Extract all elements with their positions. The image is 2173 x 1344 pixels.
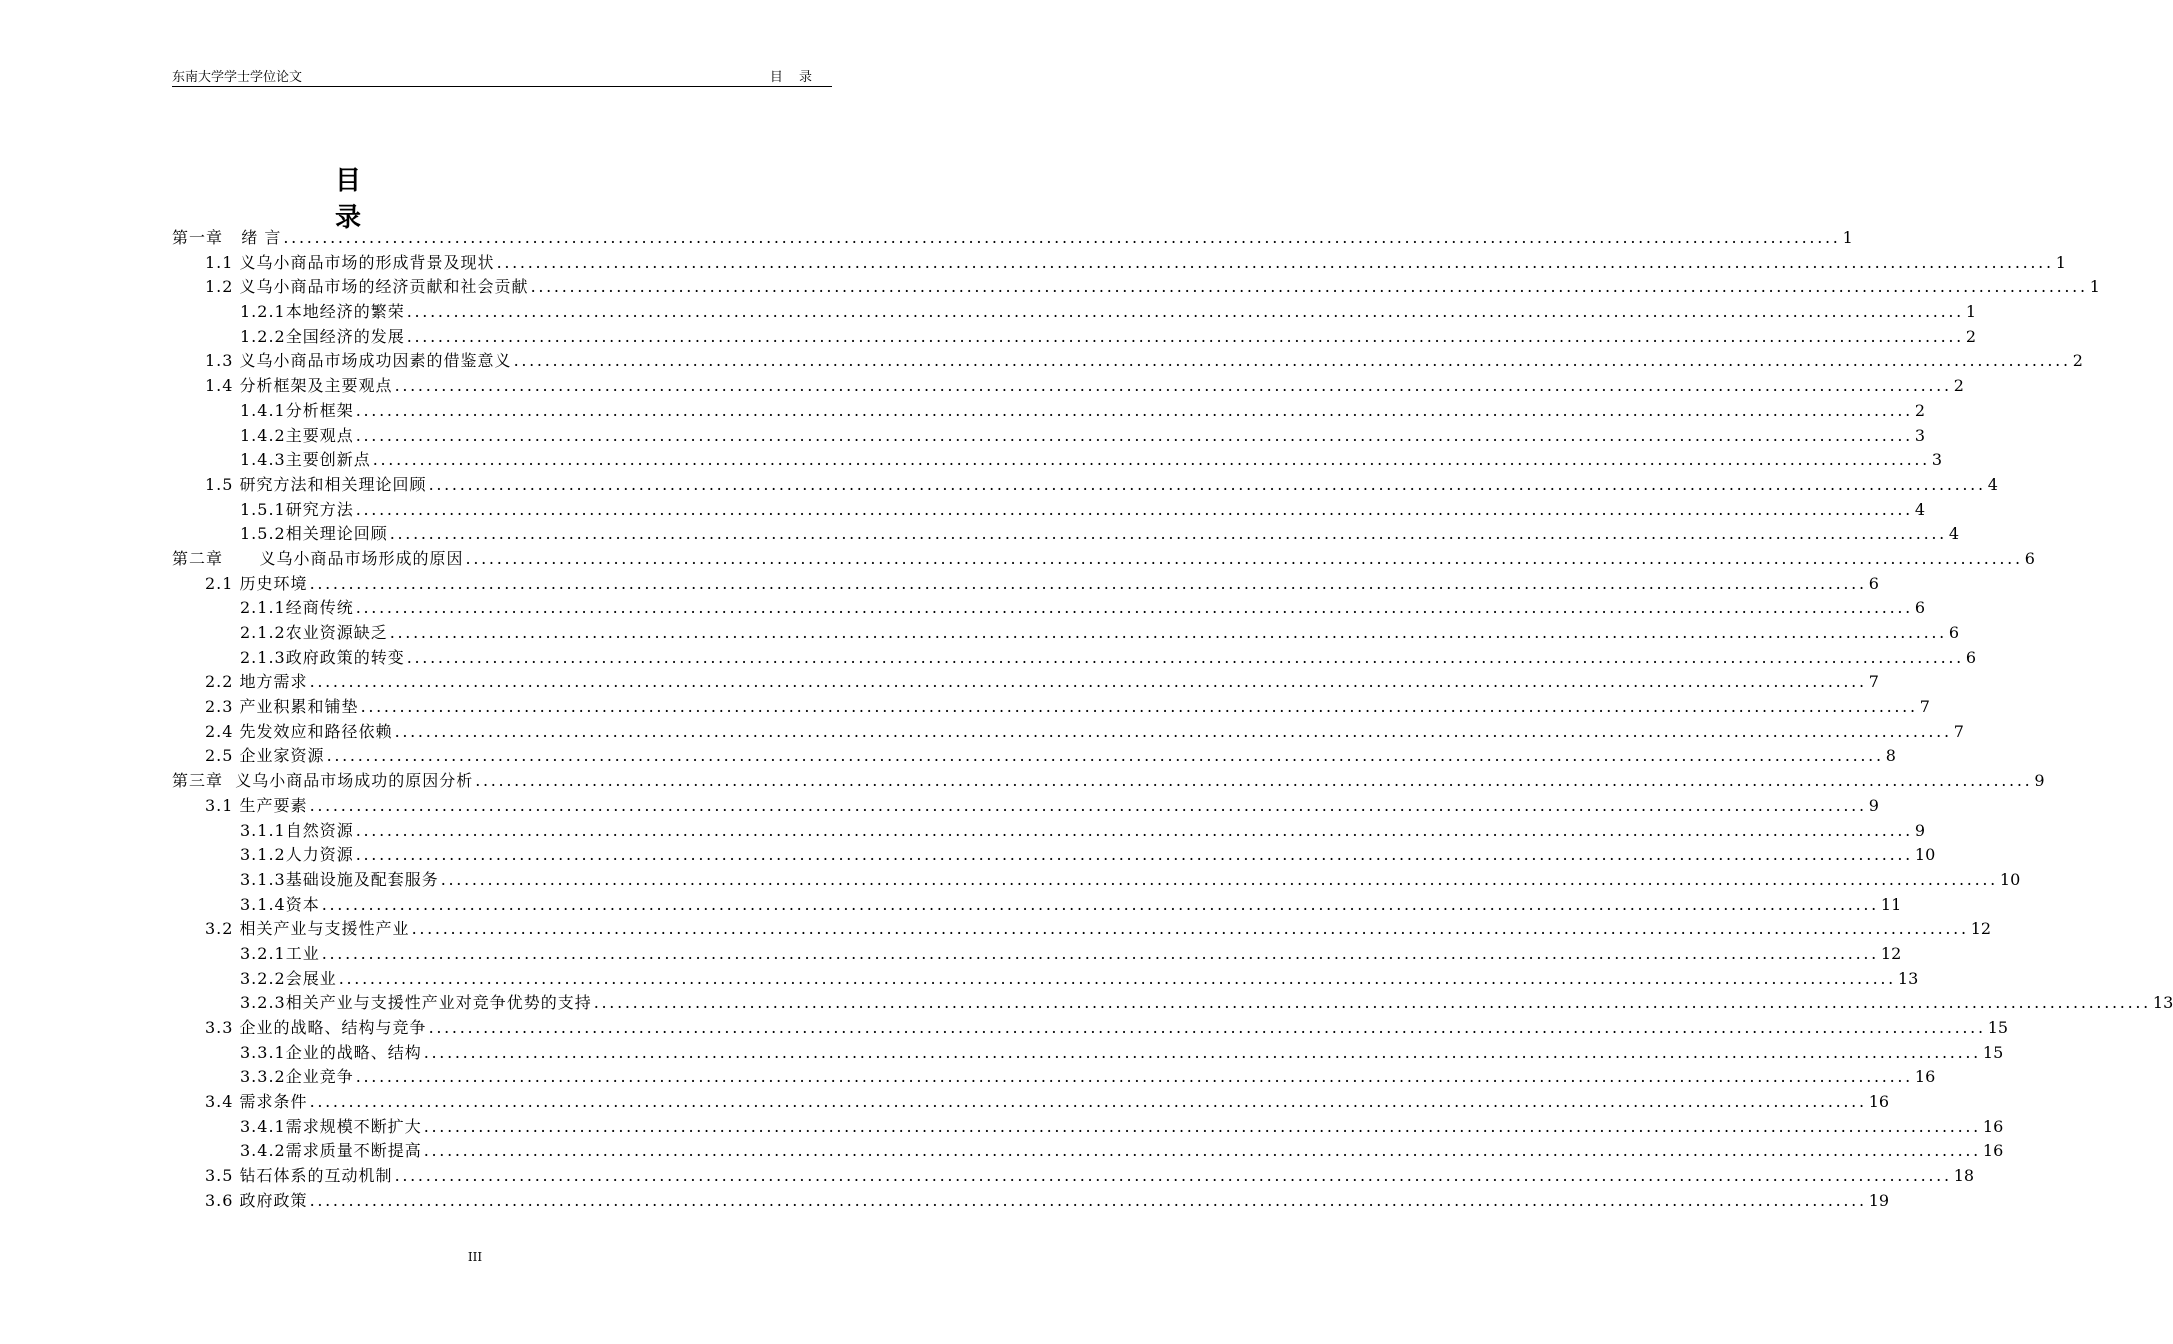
toc-entry-number: 2.2 bbox=[205, 672, 234, 692]
toc-entry[interactable] bbox=[172, 720, 1964, 745]
toc-entry-title: 需求条件 bbox=[239, 1092, 308, 1112]
toc-leader-dots: ........................................................................................................................................................................................................ bbox=[355, 820, 1913, 840]
toc-entry-page: 9 bbox=[1868, 795, 1879, 815]
toc-entry[interactable] bbox=[172, 670, 1879, 695]
toc-leader-dots: ........................................................................................................................................................................................................ bbox=[326, 746, 1884, 766]
toc-entry-page: 7 bbox=[1919, 697, 1930, 717]
toc-leader-dots: ........................................................................................................................................................................................................ bbox=[309, 1190, 1867, 1210]
toc-entry-number: 2.3 bbox=[205, 697, 234, 717]
toc-entry-page: 8 bbox=[1885, 746, 1896, 766]
toc-entry-title: 义乌小商品市场的经济贡献和社会贡献 bbox=[239, 277, 529, 297]
toc-entry-title: 经商传统 bbox=[285, 598, 354, 618]
toc-entry[interactable] bbox=[172, 473, 1998, 498]
toc-entry[interactable] bbox=[172, 226, 1853, 251]
toc-entry-title: 自然资源 bbox=[285, 820, 354, 840]
toc-entry-title: 绪 言 bbox=[241, 228, 282, 247]
page-title: 目 录 bbox=[334, 166, 395, 233]
header-section-title: 目 录 bbox=[769, 70, 818, 85]
toc-entry[interactable] bbox=[172, 596, 1926, 621]
toc-leader-dots: ........................................................................................................................................................................................................ bbox=[530, 277, 2088, 297]
toc-entry[interactable] bbox=[172, 448, 1943, 473]
toc-entry-page: 2 bbox=[1965, 326, 1977, 346]
toc-leader-dots: ........................................................................................................................................................................................................ bbox=[355, 425, 1913, 445]
toc-leader-dots: ........................................................................................................................................................................................................ bbox=[394, 376, 1952, 396]
toc-entry-number: 1.5.1 bbox=[240, 499, 286, 519]
toc-leader-dots: ........................................................................................................................................................................................................ bbox=[394, 721, 1952, 741]
toc-entry-number: 3.3 bbox=[205, 1018, 234, 1037]
toc-entry-number: 1.2.2 bbox=[240, 326, 286, 346]
toc-entry-title: 全国经济的发展 bbox=[285, 326, 405, 346]
toc-leader-dots: ........................................................................................................................................................................................................ bbox=[355, 499, 1913, 519]
toc-entry[interactable] bbox=[172, 868, 2021, 893]
toc-entry-title: 分析框架 bbox=[285, 400, 354, 420]
toc-entry-page: 16 bbox=[1982, 1116, 2004, 1136]
toc-entry-title: 历史环境 bbox=[239, 573, 308, 593]
toc-leader-dots: ........................................................................................................................................................................................................ bbox=[465, 548, 2023, 568]
toc-leader-dots: ........................................................................................................................................................................................................ bbox=[283, 228, 1841, 247]
toc-entry-page: 9 bbox=[2034, 771, 2045, 791]
toc-entry-title: 企业的战略、结构 bbox=[285, 1042, 422, 1062]
toc-leader-dots: ........................................................................................................................................................................................................ bbox=[321, 894, 1879, 914]
toc-entry-page: 16 bbox=[1982, 1141, 2004, 1161]
toc-entry[interactable] bbox=[172, 991, 2173, 1016]
toc-entry-page: 15 bbox=[1987, 1018, 2009, 1037]
toc-entry[interactable] bbox=[172, 1115, 2004, 1140]
toc-leader-dots: ........................................................................................................................................................................................................ bbox=[355, 598, 1913, 618]
toc-entry-page: 12 bbox=[1970, 919, 1992, 939]
toc-leader-dots: ........................................................................................................................................................................................................ bbox=[309, 795, 1867, 815]
toc-entry-page: 6 bbox=[1868, 573, 1879, 593]
toc-entry-page: 4 bbox=[1914, 499, 1926, 519]
toc-entry-page: 2 bbox=[1953, 376, 1964, 396]
toc-entry-number: 1.2.1 bbox=[240, 302, 286, 322]
toc-entry-title: 政府政策的转变 bbox=[285, 647, 405, 667]
toc-entry-page: 10 bbox=[1999, 869, 2021, 889]
toc-entry-title: 钻石体系的互动机制 bbox=[239, 1166, 393, 1186]
toc-entry-number: 1.3 bbox=[205, 351, 234, 371]
toc-entry-title: 农业资源缺乏 bbox=[285, 623, 388, 642]
toc-leader-dots: ........................................................................................................................................................................................................ bbox=[355, 845, 1913, 865]
toc-entry-number: 2.4 bbox=[205, 721, 234, 741]
toc-entry[interactable] bbox=[172, 819, 1926, 844]
toc-entry-title: 企业的战略、结构与竞争 bbox=[239, 1018, 427, 1037]
page-number: III bbox=[467, 1250, 483, 1264]
toc-entry[interactable] bbox=[172, 769, 2045, 794]
toc-entry-page: 2 bbox=[2072, 351, 2083, 371]
toc-leader-dots: ........................................................................................................................................................................................................ bbox=[513, 351, 2071, 371]
toc-leader-dots: ........................................................................................................................................................................................................ bbox=[406, 326, 1964, 346]
toc-entry[interactable] bbox=[172, 399, 1926, 424]
toc-entry-title: 分析框架及主要观点 bbox=[239, 376, 393, 396]
toc-entry[interactable] bbox=[172, 695, 1930, 720]
toc-leader-dots: ........................................................................................................................................................................................................ bbox=[389, 524, 1947, 544]
toc-leader-dots: ........................................................................................................................................................................................................ bbox=[428, 1018, 1986, 1037]
toc-entry-number: 1.5 bbox=[205, 474, 234, 494]
toc-leader-dots: ........................................................................................................................................................................................................ bbox=[309, 1092, 1867, 1112]
toc-leader-dots: ........................................................................................................................................................................................................ bbox=[406, 647, 1964, 667]
toc-entry-number: 1.4 bbox=[205, 376, 234, 396]
toc-entry[interactable] bbox=[172, 917, 1992, 942]
toc-entry-title: 工业 bbox=[285, 943, 320, 963]
toc-entry[interactable] bbox=[172, 547, 2035, 572]
toc-entry-page: 4 bbox=[1948, 524, 1960, 544]
toc-leader-dots: ........................................................................................................................................................................................................ bbox=[389, 623, 1947, 642]
toc-entry[interactable] bbox=[172, 744, 1896, 769]
toc-entry[interactable] bbox=[172, 275, 2100, 300]
toc-entry-page: 2 bbox=[1914, 400, 1926, 420]
toc-leader-dots: ........................................................................................................................................................................................................ bbox=[321, 943, 1879, 963]
toc-entry-title: 义乌小商品市场成功因素的借鉴意义 bbox=[239, 351, 512, 371]
running-header bbox=[172, 66, 832, 87]
toc-entry-page: 13 bbox=[2152, 993, 2173, 1013]
toc-entry-number: 3.1.2 bbox=[240, 845, 286, 865]
toc-entry[interactable] bbox=[172, 1164, 1975, 1189]
toc-entry-number: 2.1 bbox=[205, 573, 234, 593]
toc-entry-title: 基础设施及配套服务 bbox=[285, 869, 439, 889]
toc-entry-number: 第三章 bbox=[172, 771, 224, 791]
toc-leader-dots: ........................................................................................................................................................................................................ bbox=[309, 672, 1867, 692]
toc-entry[interactable] bbox=[172, 1065, 1936, 1090]
toc-entry[interactable] bbox=[172, 300, 1977, 325]
toc-entry-page: 6 bbox=[1965, 647, 1977, 667]
toc-entry-title: 会展业 bbox=[285, 968, 337, 988]
toc-entry-page: 7 bbox=[1868, 672, 1879, 692]
toc-entry-title: 义乌小商品市场成功的原因分析 bbox=[235, 771, 474, 791]
toc-entry-page: 9 bbox=[1914, 820, 1926, 840]
toc-entry-gap bbox=[223, 769, 235, 794]
toc-entry[interactable] bbox=[172, 374, 1964, 399]
toc-leader-dots: ........................................................................................................................................................................................................ bbox=[496, 252, 2054, 272]
toc-entry[interactable] bbox=[172, 325, 1977, 350]
toc-entry-page: 13 bbox=[1897, 968, 1919, 988]
toc-entry-number: 第一章 bbox=[172, 228, 224, 247]
toc-entry-page: 3 bbox=[1931, 450, 1943, 470]
toc-entry-page: 6 bbox=[1948, 623, 1960, 642]
toc-entry-number: 1.5.2 bbox=[240, 524, 286, 544]
header-thesis-title: 东南大学学士学位论文 bbox=[172, 70, 303, 85]
toc-entry-title: 需求规模不断扩大 bbox=[285, 1116, 422, 1136]
toc-entry[interactable] bbox=[172, 424, 1926, 449]
toc-entry[interactable] bbox=[172, 843, 1936, 868]
toc-entry-title: 政府政策 bbox=[239, 1190, 308, 1210]
toc-leader-dots: ........................................................................................................................................................................................................ bbox=[372, 450, 1930, 470]
toc-entry-title: 主要创新点 bbox=[285, 450, 371, 470]
toc-entry-gap bbox=[223, 226, 241, 251]
toc-entry[interactable] bbox=[172, 1139, 2004, 1164]
toc-entry-page: 15 bbox=[1982, 1042, 2004, 1062]
toc-entry-title: 研究方法和相关理论回顾 bbox=[239, 474, 427, 494]
toc-entry-page: 6 bbox=[2024, 548, 2035, 568]
toc-leader-dots: ........................................................................................................................................................................................................ bbox=[355, 400, 1913, 420]
toc-entry[interactable] bbox=[172, 498, 1926, 523]
toc-leader-dots: ........................................................................................................................................................................................................ bbox=[338, 968, 1896, 988]
toc-entry-number: 1.4.1 bbox=[240, 400, 286, 420]
toc-entry[interactable] bbox=[172, 621, 1960, 646]
toc-entry[interactable] bbox=[172, 572, 1879, 597]
toc-entry-page: 7 bbox=[1953, 721, 1964, 741]
toc-leader-dots: ........................................................................................................................................................................................................ bbox=[475, 771, 2033, 791]
toc-entry-page: 18 bbox=[1953, 1166, 1975, 1186]
toc-entry-title: 本地经济的繁荣 bbox=[285, 302, 405, 322]
toc-entry-page: 19 bbox=[1868, 1190, 1890, 1210]
toc-entry[interactable] bbox=[172, 1041, 2004, 1066]
toc-entry-title: 义乌小商品市场形成的原因 bbox=[259, 548, 464, 568]
toc-entry-page: 10 bbox=[1914, 845, 1936, 865]
toc-entry-page: 1 bbox=[1842, 228, 1853, 247]
toc-entry-number: 第二章 bbox=[172, 548, 224, 568]
toc-entry-page: 6 bbox=[1914, 598, 1926, 618]
toc-entry[interactable] bbox=[172, 1189, 1890, 1214]
toc-entry-page: 16 bbox=[1868, 1092, 1890, 1112]
toc-entry[interactable] bbox=[172, 251, 2066, 276]
toc-entry-page: 1 bbox=[1965, 302, 1977, 322]
toc-entry-number: 2.1.1 bbox=[240, 598, 286, 618]
toc-entry-page: 3 bbox=[1914, 425, 1926, 445]
toc-entry-number: 2.1.3 bbox=[240, 647, 286, 667]
toc-entry[interactable] bbox=[172, 942, 1902, 967]
toc-entry-title: 相关产业与支援性产业 bbox=[239, 919, 410, 939]
toc-entry-title: 主要观点 bbox=[285, 425, 354, 445]
toc-entry-title: 企业家资源 bbox=[239, 746, 325, 766]
toc-entry-number: 3.6 bbox=[205, 1190, 234, 1210]
toc-entry-page: 1 bbox=[2089, 277, 2100, 297]
toc-entry-number: 1.4.3 bbox=[240, 450, 286, 470]
toc-leader-dots: ........................................................................................................................................................................................................ bbox=[440, 869, 1998, 889]
toc-entry-title: 先发效应和路径依赖 bbox=[239, 721, 393, 741]
toc-entry-page: 1 bbox=[2055, 252, 2066, 272]
toc-entry-gap bbox=[223, 547, 260, 572]
toc-leader-dots: ........................................................................................................................................................................................................ bbox=[423, 1141, 1981, 1161]
toc-entry-number: 1.4.2 bbox=[240, 425, 286, 445]
toc-entry[interactable] bbox=[172, 967, 1919, 992]
toc-leader-dots: ........................................................................................................................................................................................................ bbox=[406, 302, 1964, 322]
toc-entry-page: 4 bbox=[1987, 474, 1998, 494]
toc-entry-page: 11 bbox=[1880, 894, 1902, 914]
toc-entry-title: 资本 bbox=[285, 894, 320, 914]
toc-entry-number: 3.1.4 bbox=[240, 894, 286, 914]
toc-entry-number: 3.3.2 bbox=[240, 1067, 286, 1087]
toc-entry[interactable] bbox=[172, 893, 1902, 918]
toc-entry[interactable] bbox=[172, 522, 1960, 547]
toc-leader-dots: ........................................................................................................................................................................................................ bbox=[355, 1067, 1913, 1087]
toc-entry-title: 人力资源 bbox=[285, 845, 354, 865]
toc-entry-number: 3.2 bbox=[205, 919, 234, 939]
toc-entry-number: 3.4.1 bbox=[240, 1116, 286, 1136]
toc-entry[interactable] bbox=[172, 1090, 1890, 1115]
toc-leader-dots: ........................................................................................................................................................................................................ bbox=[593, 993, 2151, 1013]
toc-entry-title: 研究方法 bbox=[285, 499, 354, 519]
toc-entry-number: 3.1.1 bbox=[240, 820, 286, 840]
toc-entry-title: 产业积累和铺垫 bbox=[239, 697, 359, 717]
toc-entry-number: 3.2.2 bbox=[240, 968, 286, 988]
toc-entry-number: 3.3.1 bbox=[240, 1042, 286, 1062]
toc-entry-number: 2.1.2 bbox=[240, 623, 286, 642]
toc-entry-number: 3.1.3 bbox=[240, 869, 286, 889]
toc-entry-number: 1.2 bbox=[205, 277, 234, 297]
toc-leader-dots: ........................................................................................................................................................................................................ bbox=[360, 697, 1918, 717]
toc-leader-dots: ........................................................................................................................................................................................................ bbox=[309, 573, 1867, 593]
toc-entry-page: 12 bbox=[1880, 943, 1902, 963]
toc-leader-dots: ........................................................................................................................................................................................................ bbox=[394, 1166, 1952, 1186]
toc-entry-number: 3.1 bbox=[205, 795, 234, 815]
toc-entry[interactable] bbox=[172, 1016, 2009, 1041]
toc-entry-number: 3.2.1 bbox=[240, 943, 286, 963]
toc-entry[interactable] bbox=[172, 794, 1879, 819]
toc-entry-title: 地方需求 bbox=[239, 672, 308, 692]
toc-entry-title: 义乌小商品市场的形成背景及现状 bbox=[239, 252, 495, 272]
toc-entry-title: 企业竞争 bbox=[285, 1067, 354, 1087]
toc-entry-title: 需求质量不断提高 bbox=[285, 1141, 422, 1161]
toc-entry[interactable] bbox=[172, 349, 2083, 374]
toc-leader-dots: ........................................................................................................................................................................................................ bbox=[423, 1116, 1981, 1136]
toc-entry-number: 1.1 bbox=[205, 252, 234, 272]
toc-entry-number: 3.4 bbox=[205, 1092, 234, 1112]
toc-leader-dots: ........................................................................................................................................................................................................ bbox=[423, 1042, 1981, 1062]
toc-entry-number: 3.5 bbox=[205, 1166, 234, 1186]
toc-entry-title: 生产要素 bbox=[239, 795, 308, 815]
toc-entry-title: 相关产业与支援性产业对竞争优势的支持 bbox=[285, 993, 592, 1013]
toc-entry[interactable] bbox=[172, 646, 1977, 671]
toc-leader-dots: ........................................................................................................................................................................................................ bbox=[428, 474, 1986, 494]
table-of-contents bbox=[172, 226, 2173, 1214]
toc-entry-number: 2.5 bbox=[205, 746, 234, 766]
toc-entry-page: 16 bbox=[1914, 1067, 1936, 1087]
toc-entry-number: 3.4.2 bbox=[240, 1141, 286, 1161]
toc-leader-dots: ........................................................................................................................................................................................................ bbox=[411, 919, 1969, 939]
toc-entry-title: 相关理论回顾 bbox=[285, 524, 388, 544]
toc-entry-number: 3.2.3 bbox=[240, 993, 286, 1013]
